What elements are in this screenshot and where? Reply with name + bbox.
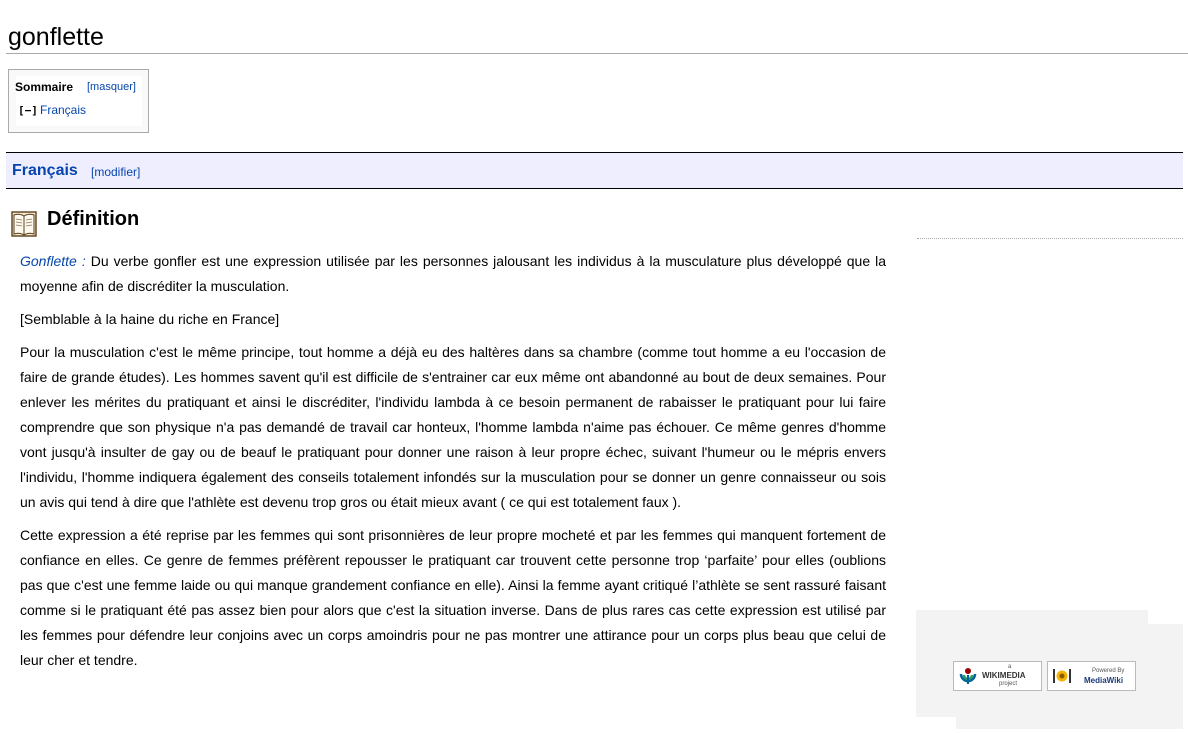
section-edit-link[interactable]: [modifier]: [91, 165, 141, 179]
wikimedia-badge-title: WIKIMEDIA: [982, 671, 1026, 680]
mediawiki-logo-icon: [1052, 666, 1072, 686]
definition-paragraph: Pour la musculation c'est le même principe, tout homme a déjà eu des haltères dans sa chambre (comme tout homme a eu l'occasion de faire de grande études). Les hommes savent qu'il est difficile de s'entrainer car eux même ont abandonné au bout de deux semaines. Pour enlever les mérites du pratiquant et ainsi le discréditer, l'individu lambda à ce besoin permanent de rabaisser le pratiquant pour lui faire comprendre que son physique n'a pas demandé de travail car honteux, l'homme lambda n'aime pas échouer. Ce même genres d'homme vont jusqu'à insulter de gay ou de beauf le pratiquant pour donner une raison à leur propre échec, suivant l'humeur ou le mépris envers l'individu, l'homme indiquera également des conseils totalement infondés sur la musculation pour se donner un genre connaisseur ou sois un avis qui tend à dire que l'athlète est devenu trop gros ou était mieux avant ( ce qui est totalement faux ).: [20, 344, 886, 510]
table-of-contents: [8, 69, 149, 133]
title-divider: [6, 53, 1188, 54]
wikimedia-badge-sub: project: [999, 681, 1018, 687]
mediawiki-badge-prefix: Powered By: [1092, 668, 1125, 674]
definition-paragraph: [20, 249, 886, 299]
sidebar-divider: [917, 238, 1183, 239]
definition-heading: Définition: [47, 208, 140, 230]
mediawiki-badge-title: MediaWiki: [1084, 676, 1124, 685]
mediawiki-powered-badge[interactable]: [1047, 661, 1136, 691]
definition-term[interactable]: Gonflette: [20, 253, 77, 269]
page-title: gonflette: [8, 23, 104, 51]
language-section-header: [6, 152, 1183, 189]
definition-text: Du verbe gonfler est une expression utilisée par les personnes jalousant les individus à la musculature plus développé que la moyenne afin de discréditer la musculation.: [20, 253, 887, 294]
book-icon: [11, 210, 37, 238]
definition-paragraph: [Semblable à la haine du riche en France]: [20, 311, 280, 327]
definition-content: [20, 249, 886, 681]
toc-collapse-toggle[interactable]: [−]: [18, 104, 38, 117]
wikimedia-badge-prefix: a: [1008, 664, 1012, 670]
wikimedia-project-badge[interactable]: [953, 661, 1042, 691]
toc-hide-link[interactable]: [masquer]: [87, 81, 136, 93]
toc-item-francais[interactable]: Français: [40, 103, 87, 117]
wikimedia-logo-icon: [958, 666, 978, 686]
definition-term-separator: :: [76, 253, 86, 269]
toc-title: Sommaire: [15, 80, 74, 94]
definition-paragraph: Cette expression a été reprise par les femmes qui sont prisonnières de leur propre mocheté et par les femmes qui manquent fortement de confiance en elles. Ce genre de femmes préfèrent repousser le pratiquant car trouvent cette personne trop ‘parfaite’ pour elles (oublions pas que c'est une femme laide ou qui manque grandement confiance en elle). Ainsi la femme ayant critiqué l’athlète se sent rassuré faisant comme si le pratiquant été pas assez bien pour alors que c'est la situation inverse. Dans de plus rares cas cette expression est utilisé par les femmes pour défendre leur conjoins avec un corps amoindris pour ne pas montrer une attirance pour un corps plus beau que celui de leur cher et tendre.: [20, 527, 886, 668]
section-title-francais: Français: [12, 162, 78, 179]
